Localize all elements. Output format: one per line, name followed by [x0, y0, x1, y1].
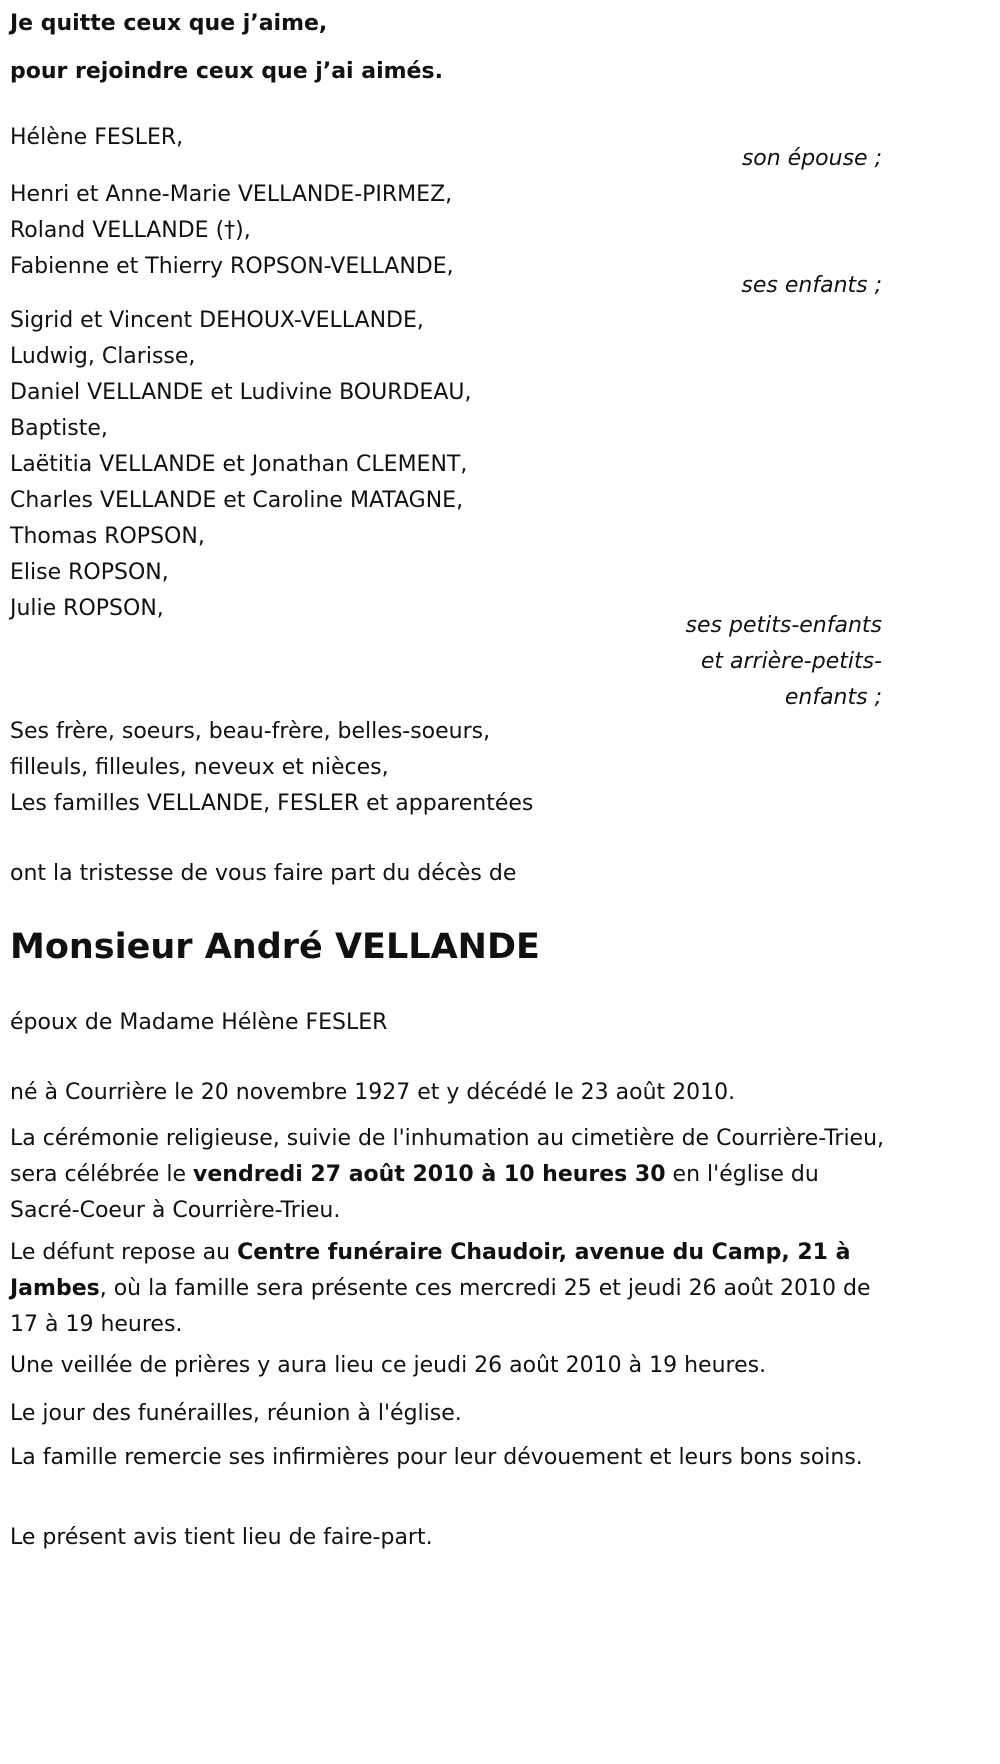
grandchildren-section [10, 303, 890, 627]
grandchild-line: Sigrid et Vincent DEHOUX-VELLANDE, [10, 308, 424, 333]
ceremony-datetime: vendredi 27 août 2010 à 10 heures 30 [193, 1162, 666, 1187]
grandchild-line: Julie ROPSON, [10, 596, 164, 621]
verse-line-2: pour rejoindre ceux que j’ai aimés. [10, 59, 443, 84]
ceremony-text: La cérémonie religieuse, suivie de l'inhumation au cimetière de Courrière-Trieu, sera célébrée le [10, 1126, 885, 1187]
spouse-relation: son épouse ; [741, 146, 882, 171]
family-section [10, 714, 890, 822]
family-line: Ses frère, soeurs, beau-frère, belles-soeurs, [10, 719, 491, 744]
children-relation: ses enfants ; [741, 273, 882, 298]
ceremony-location: en l'église du Sacré-Coeur à Courrière-Trieu. [10, 1162, 819, 1223]
family-line: Les familles VELLANDE, FESLER et apparentées [10, 791, 534, 816]
vigil: Une veillée de prières y aura lieu ce jeudi 26 août 2010 à 19 heures. [10, 1353, 767, 1378]
grandchild-line: Charles VELLANDE et Caroline MATAGNE, [10, 488, 464, 513]
repose-visiting: , où la famille sera présente ces mercredi 25 et jeudi 26 août 2010 de 17 à 19 heures. [10, 1276, 871, 1337]
ceremony-paragraph [10, 1121, 890, 1229]
child-line: Roland VELLANDE (†), [10, 218, 251, 243]
funeral-day: Le jour des funérailles, réunion à l'église. [10, 1401, 462, 1426]
child-line: Henri et Anne-Marie VELLANDE-PIRMEZ, [10, 182, 453, 207]
child-line: Fabienne et Thierry ROPSON-VELLANDE, [10, 254, 454, 279]
grandchildren-relation-line: enfants ; [784, 685, 882, 710]
family-line: filleuls, filleules, neveux et nièces, [10, 755, 389, 780]
verse-line-1: Je quitte ceux que j’aime, [10, 11, 328, 36]
grandchild-line: Thomas ROPSON, [10, 524, 205, 549]
grandchild-line: Baptiste, [10, 416, 108, 441]
announcement: ont la tristesse de vous faire part du décès de [10, 861, 517, 886]
repose-text: Le défunt repose au [10, 1240, 238, 1265]
verse [10, 0, 890, 96]
grandchildren-relation [686, 608, 882, 716]
deceased-name: Monsieur André VELLANDE [10, 927, 540, 967]
deceased-spouse-of: époux de Madame Hélène FESLER [10, 1010, 388, 1035]
grandchildren-relation-line: et arrière-petits- [700, 649, 882, 674]
grandchild-line: Laëtitia VELLANDE et Jonathan CLEMENT, [10, 452, 468, 477]
grandchild-line: Ludwig, Clarisse, [10, 344, 196, 369]
repose-paragraph [10, 1235, 890, 1343]
repose-location: Centre funéraire Chaudoir, avenue du Camp, 21 à Jambes [10, 1240, 851, 1301]
grandchildren-relation-line: ses petits-enfants [685, 613, 882, 638]
grandchild-line: Elise ROPSON, [10, 560, 169, 585]
spouse-name: Hélène FESLER, [10, 125, 184, 150]
grandchild-line: Daniel VELLANDE et Ludivine BOURDEAU, [10, 380, 472, 405]
notice: Le présent avis tient lieu de faire-part. [10, 1525, 433, 1550]
birth-death: né à Courrière le 20 novembre 1927 et y décédé le 23 août 2010. [10, 1080, 736, 1105]
thanks: La famille remercie ses infirmières pour leur dévouement et leurs bons soins. [10, 1445, 863, 1470]
